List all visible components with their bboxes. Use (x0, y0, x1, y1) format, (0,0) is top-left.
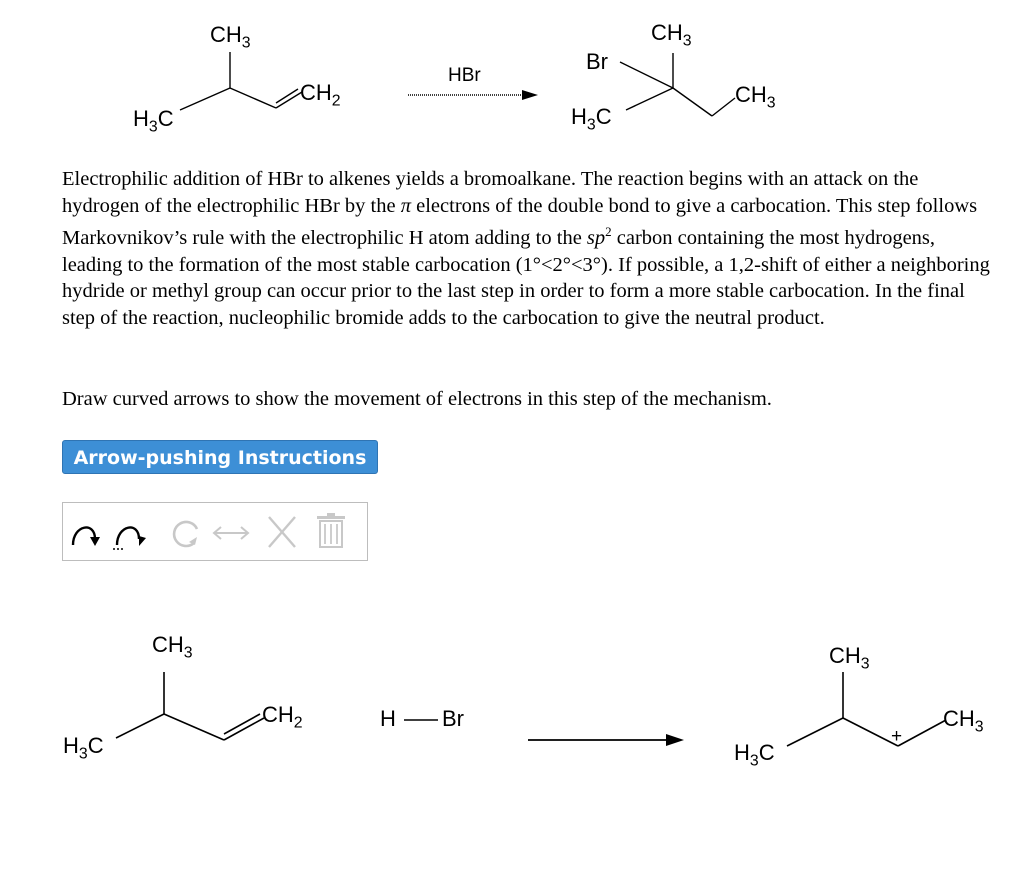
mech-br-atom: Br (442, 706, 464, 731)
mech-reactant-ch2-label: $CH_2$ (262, 702, 303, 732)
mech-h-atom: H (380, 706, 396, 731)
sp-superscript: 2 (605, 224, 612, 240)
reactant-ch2-label: $CH_2$ (300, 80, 341, 110)
product-ch3-top-label: $CH_3$ (651, 20, 692, 50)
mech-reactant-ch3-label: $CH_3$ (152, 632, 193, 662)
carbocation-charge: + (891, 726, 903, 747)
mech-product-h3c-label: $H_3C$ (734, 740, 775, 770)
reagent-hbr-label: HBr (448, 65, 481, 86)
reactant-h3c-label: $H_3C$ (133, 106, 174, 136)
product-br-label: Br (586, 49, 608, 74)
mech-product-ch3-top-label: $CH_3$ (829, 643, 870, 673)
description-paragraph: Electrophilic addition of HBr to alkenes yields a bromoalkane. The reaction begins with an attack on the hydrogen of the electrophilic HBr by the π electrons of the double bond to give a carbocation. This step follows Markovnikov’s rule with the electrophilic H atom adding to the $sp^2$ carbon containing the most hydrogens, leading to the formation of the most stable carbocation (1°<2°<3°). If possible, a 1,2-shift of either a neighboring hydride or methyl group can occur prior to the last step in order to form a more stable carbocation. In the final step of the reaction, nucleophilic bromide adds to the carbocation to give the neutral product. (62, 168, 990, 329)
arrow-pushing-instructions-button[interactable]: Arrow-pushing Instructions (62, 440, 378, 474)
pi-symbol: π (400, 194, 412, 217)
sp-symbol: sp (586, 227, 606, 250)
product-h3c-label: $H_3C$ (571, 104, 612, 134)
mech-product-ch3-right-label: $CH_3$ (943, 706, 984, 736)
instruction-text: Draw curved arrows to show the movement of electrons in this step of the mechanism. (62, 388, 772, 410)
product-ch3-right-label: $CH_3$ (735, 82, 776, 112)
mech-reactant-h3c-label: $H_3C$ (63, 733, 104, 763)
reactant-ch3-label: $CH_3$ (210, 22, 251, 52)
